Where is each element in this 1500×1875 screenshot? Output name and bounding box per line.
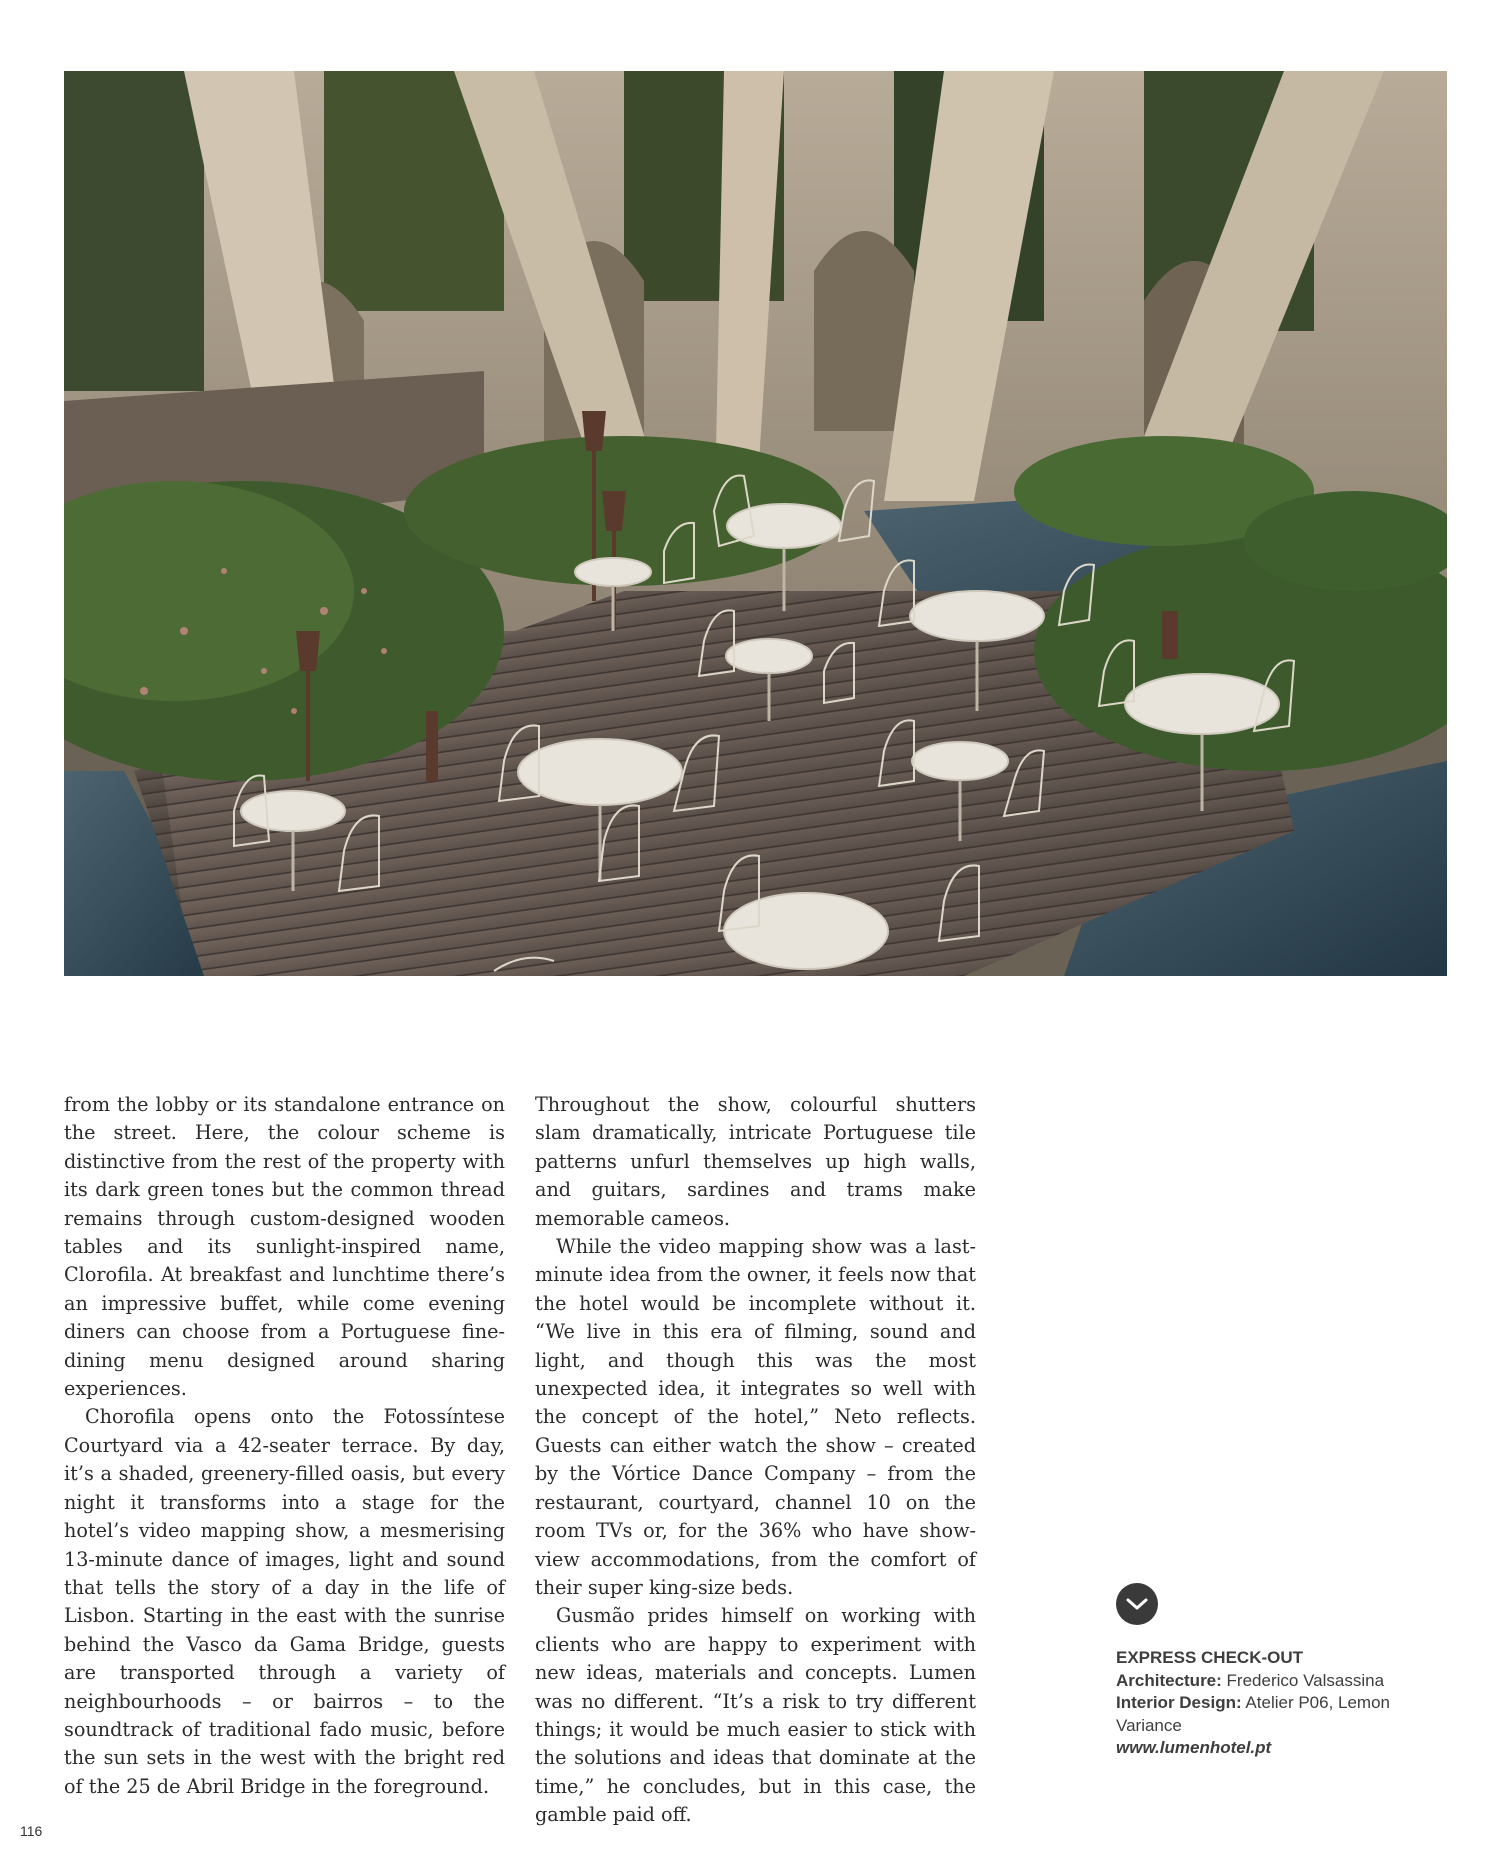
page-number: 116 (20, 1823, 43, 1839)
paragraph: While the video mapping show was a last-minute idea from the owner, it feels now that the hotel would be incomplete without it. “We live in this era of filming, sound and light, and though this was the most unexpected idea, it integrates so well with the concept of the hotel,” Neto reflects. Guests can either watch the show – created by the Vórtice Dance Company – from the restaurant, courtyard, channel 10 on the room TVs or, for the 36% who have show-view accommodations, from the comfort of their super king-size beds. (535, 1235, 976, 1599)
interior-label: Interior Design: (1116, 1693, 1242, 1712)
paragraph: Chorofila opens onto the Fotossíntese Courtyard via a 42-seater terrace. By day, it’s a shaded, greenery-filled oasis, but every night it transforms into a stage for the hotel’s video mapping show, a mesmerising 13-minute dance of images, light and sound that tells the story of a day in the life of Lisbon. Starting in the east with the sunrise behind the Vasco da Gama Bridge, guests are transported through a variety of neighbourhoods – or bairros – to the soundtrack of traditional fado music, before the sun sets in the west with the bright red of the 25 de Abril Bridge in the foreground. (64, 1405, 505, 1798)
architecture-value: Frederico Valsassina (1226, 1670, 1385, 1690)
hotel-url[interactable]: www.lumenhotel.pt (1116, 1738, 1272, 1757)
chevron-down-icon (1116, 1583, 1158, 1625)
interior-credit (1116, 1692, 1456, 1737)
paragraph: from the lobby or its standalone entrance on the street. Here, the colour scheme is distinctive from the rest of the property with its dark green tones but the common thread remains through custom-designed wooden tables and its sunlight-inspired name, Clorofila. At breakfast and lunchtime there’s an impressive buffet, while come evening diners can choose from a Portuguese fine-dining menu designed around sharing experiences. (64, 1093, 505, 1401)
courtyard-photo (64, 71, 1447, 976)
courtyard-illustration (64, 71, 1447, 976)
express-checkout (1116, 1583, 1456, 1760)
article-column-2 (535, 1091, 976, 1830)
paragraph: Throughout the show, colourful shutters slam dramatically, intricate Portuguese tile patterns unfurl themselves up high walls, and guitars, sardines and trams make memorable cameos. (535, 1093, 976, 1230)
checkout-title: EXPRESS CHECK-OUT (1116, 1648, 1304, 1667)
architecture-credit (1116, 1670, 1456, 1693)
article-column-1 (64, 1091, 505, 1801)
interior-value: Atelier P06, Lemon Variance (1116, 1693, 1391, 1735)
architecture-label: Architecture: (1116, 1670, 1222, 1690)
paragraph: Gusmão prides himself on working with clients who are happy to experiment with new ideas, materials and concepts. Lumen was no different. “It’s a risk to try different things; it would be much easier to stick with the solutions and ideas that dominate at the time,” he concludes, but in this case, the gamble paid off. (535, 1604, 976, 1827)
